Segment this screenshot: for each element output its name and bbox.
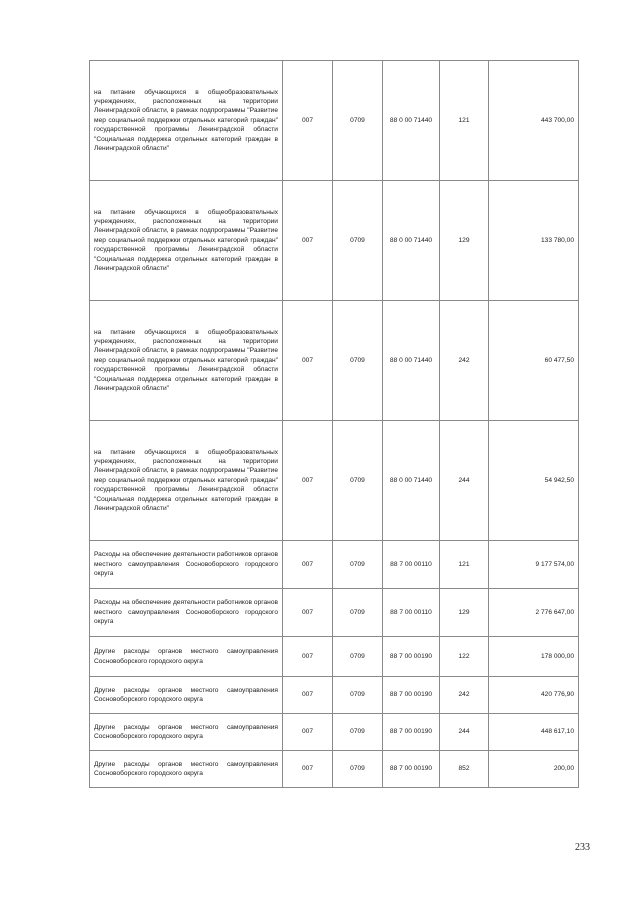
department-code: 007 [283,714,333,751]
target-article-code: 88 0 00 71440 [383,181,440,301]
department-code: 007 [283,751,333,788]
expense-type-code: 242 [440,301,489,421]
table-row [90,421,579,541]
table-row [90,541,579,589]
target-article-code: 88 0 00 71440 [383,61,440,181]
amount: 2 776 647,00 [489,589,579,637]
expense-type-code: 129 [440,181,489,301]
amount: 420 776,90 [489,677,579,714]
expense-description: на питание обучающихся в общеобразовательных учреждениях, расположенных на территории Ленинградской области, в рамках подпрограммы "Развитие мер социальной поддержки отдельных категорий граждан" государственной программы Ленинградской области "Социальная поддержка отдельных категорий граждан в Ленинградской области" [90,61,283,181]
amount: 178 000,00 [489,637,579,677]
target-article-code: 88 7 00 00190 [383,751,440,788]
section-code: 0709 [333,181,383,301]
section-code: 0709 [333,677,383,714]
section-code: 0709 [333,637,383,677]
expense-description: Другие расходы органов местного самоуправления Сосновоборского городского округа [90,637,283,677]
section-code: 0709 [333,421,383,541]
budget-table [89,60,579,788]
target-article-code: 88 7 00 00190 [383,637,440,677]
department-code: 007 [283,181,333,301]
amount: 54 942,50 [489,421,579,541]
expense-type-code: 244 [440,714,489,751]
table-row [90,637,579,677]
section-code: 0709 [333,589,383,637]
expense-description: Расходы на обеспечение деятельности работников органов местного самоуправления Сосновоборского городского округа [90,541,283,589]
expense-description: на питание обучающихся в общеобразовательных учреждениях, расположенных на территории Ленинградской области, в рамках подпрограммы "Развитие мер социальной поддержки отдельных категорий граждан" государственной программы Ленинградской области "Социальная поддержка отдельных категорий граждан в Ленинградской области" [90,421,283,541]
table-row [90,677,579,714]
department-code: 007 [283,421,333,541]
expense-description: на питание обучающихся в общеобразовательных учреждениях, расположенных на территории Ленинградской области, в рамках подпрограммы "Развитие мер социальной поддержки отдельных категорий граждан" государственной программы Ленинградской области "Социальная поддержка отдельных категорий граждан в Ленинградской области" [90,301,283,421]
table-row [90,714,579,751]
table-row [90,301,579,421]
department-code: 007 [283,589,333,637]
expense-type-code: 121 [440,541,489,589]
section-code: 0709 [333,751,383,788]
page-number: 233 [575,842,590,853]
amount: 9 177 574,00 [489,541,579,589]
expense-type-code: 122 [440,637,489,677]
expense-description: Другие расходы органов местного самоуправления Сосновоборского городского округа [90,677,283,714]
table-row [90,61,579,181]
department-code: 007 [283,301,333,421]
expense-description: Другие расходы органов местного самоуправления Сосновоборского городского округа [90,714,283,751]
expense-type-code: 852 [440,751,489,788]
expense-description: Расходы на обеспечение деятельности работников органов местного самоуправления Сосновоборского городского округа [90,589,283,637]
department-code: 007 [283,61,333,181]
expense-type-code: 242 [440,677,489,714]
target-article-code: 88 7 00 00110 [383,589,440,637]
amount: 448 617,10 [489,714,579,751]
target-article-code: 88 0 00 71440 [383,421,440,541]
section-code: 0709 [333,714,383,751]
table-row [90,181,579,301]
expense-description: Другие расходы органов местного самоуправления Сосновоборского городского округа [90,751,283,788]
expense-description: на питание обучающихся в общеобразовательных учреждениях, расположенных на территории Ленинградской области, в рамках подпрограммы "Развитие мер социальной поддержки отдельных категорий граждан" государственной программы Ленинградской области "Социальная поддержка отдельных категорий граждан в Ленинградской области" [90,181,283,301]
department-code: 007 [283,677,333,714]
target-article-code: 88 0 00 71440 [383,301,440,421]
section-code: 0709 [333,301,383,421]
table-row [90,589,579,637]
table-row [90,751,579,788]
target-article-code: 88 7 00 00110 [383,541,440,589]
expense-type-code: 121 [440,61,489,181]
expense-type-code: 129 [440,589,489,637]
amount: 60 477,50 [489,301,579,421]
department-code: 007 [283,637,333,677]
section-code: 0709 [333,541,383,589]
section-code: 0709 [333,61,383,181]
amount: 443 700,00 [489,61,579,181]
amount: 133 780,00 [489,181,579,301]
department-code: 007 [283,541,333,589]
expense-type-code: 244 [440,421,489,541]
amount: 200,00 [489,751,579,788]
target-article-code: 88 7 00 00190 [383,714,440,751]
target-article-code: 88 7 00 00190 [383,677,440,714]
